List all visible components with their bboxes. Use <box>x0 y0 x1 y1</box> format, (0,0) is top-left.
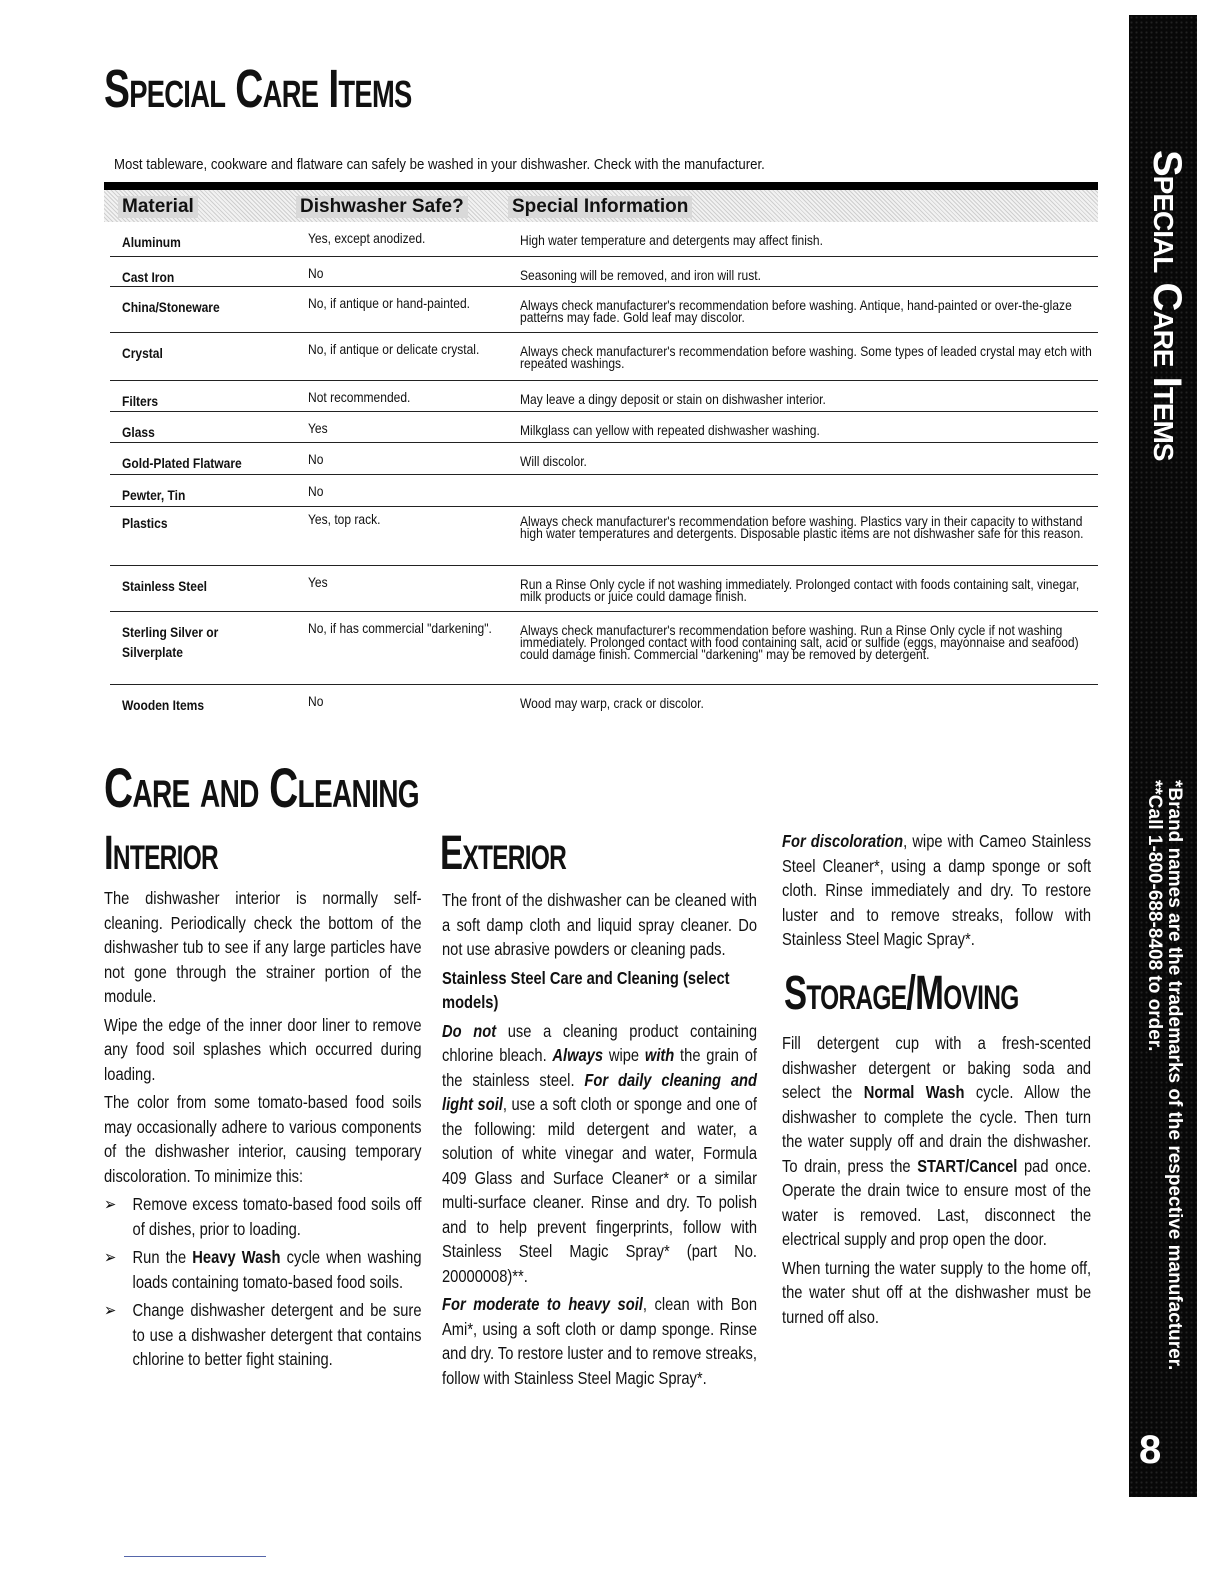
info-cell: Always check manufacturer's recommendation before washing. Run a Rinse Only cycle if not washing immediately. Prolonged contact with food containing salt, acid or sulfide (eggs, mayonnaise and seafood) could damage finish. Commercial "darkening" may be removed by detergent. <box>520 622 1079 662</box>
material-cell: Glass <box>122 424 155 440</box>
safe-cell: No, if antique or delicate crystal. <box>308 341 480 357</box>
table-row <box>110 257 1098 287</box>
safe-cell: Yes, top rack. <box>308 511 381 527</box>
table-row <box>110 507 1098 566</box>
safe-cell: No <box>308 265 324 281</box>
info-cell: May leave a dingy deposit or stain on dishwasher interior. <box>520 391 826 407</box>
info-cell: Run a Rinse Only cycle if not washing immediately. Prolonged contact with foods containing salt, vinegar, milk products or juice could damage finish. <box>520 576 1080 604</box>
material-cell: Cast Iron <box>122 269 175 285</box>
bullet-text: Remove excess tomato-based food soils off of dishes, prior to loading. <box>132 1194 422 1239</box>
info-cell: Seasoning will be removed, and iron will rust. <box>520 267 761 283</box>
bullet-text: Run the Heavy Wash cycle when washing loads containing tomato-based food soils. <box>132 1247 422 1292</box>
table-row <box>110 685 1098 717</box>
interior-paragraph: The dishwasher interior is normally self-cleaning. Periodically check the bottom of the dishwasher tub to see if any large particles have not gone through the strainer portion of the module. <box>104 888 422 1006</box>
safe-cell: No, if antique or hand-painted. <box>308 295 470 311</box>
material-cell: Filters <box>122 393 159 409</box>
list-item <box>104 1192 422 1241</box>
exterior-paragraph: For moderate to heavy soil, clean with Bon Ami*, using a soft cloth or damp sponge. Rinse and dry. To restore luster and to remove streaks, follow with Stainless Steel Magic Spray*. <box>442 1294 758 1388</box>
interior-column <box>104 886 422 1376</box>
bullet-arrow-icon: ➢ <box>104 1300 117 1320</box>
safe-cell: Yes <box>308 574 328 590</box>
table-row <box>110 333 1098 381</box>
safe-cell: No <box>308 451 324 467</box>
storage-column <box>782 1031 1091 1333</box>
storage-paragraph: When turning the water supply to the home off, the water shut off at the dishwasher must be turned off also. <box>782 1257 1092 1327</box>
special-care-table <box>104 182 1098 717</box>
safe-cell: No <box>308 483 324 499</box>
info-cell: High water temperature and detergents may affect finish. <box>520 232 823 248</box>
safe-cell: Yes, except anodized. <box>308 230 426 246</box>
order-footnote: **Call 1-800-688-8408 to order. <box>1144 780 1165 1052</box>
table-top-rule <box>104 182 1098 190</box>
care-cleaning-title: Care and Cleaning <box>104 756 419 819</box>
list-item <box>104 1298 422 1372</box>
table-row <box>110 475 1098 507</box>
exterior-title: Exterior <box>440 827 567 880</box>
bullet-text: Change dishwasher detergent and be sure to use a dishwasher detergent that contains chlorine to better fight staining. <box>132 1300 422 1369</box>
info-cell: Always check manufacturer's recommendation before washing. Antique, hand-painted or over-the-glaze patterns may fade. Gold leaf may discolor. <box>520 297 1072 325</box>
table-row <box>110 612 1098 685</box>
page-title: Special Care Items <box>104 59 412 119</box>
exterior-column <box>442 888 757 1394</box>
discoloration-paragraph: For discoloration, wipe with Cameo Stainless Steel Cleaner*, using a damp sponge or soft cloth. Rinse immediately and dry. To restore luster and to remove streaks, follow with Stainless Steel Magic Spray*. <box>782 831 1092 949</box>
bullet-arrow-icon: ➢ <box>104 1194 117 1214</box>
storage-paragraph: Fill detergent cup with a fresh-scented dishwasher detergent or baking soda and select the Normal Wash cycle. Allow the dishwasher to complete the cycle. Then turn the water supply off and drain the dishwasher. To drain, press the START/Cancel pad once. Operate the drain twice to ensure most of the water is removed. Last, disconnect the electrical supply and prop open the door. <box>782 1033 1092 1249</box>
header-special-information: Special Information <box>508 196 692 218</box>
material-cell: Crystal <box>122 345 163 361</box>
header-material: Material <box>118 196 198 218</box>
table-row <box>110 443 1098 475</box>
exterior-paragraph: The front of the dishwasher can be cleaned with a soft damp cloth and liquid spray cleaner. Do not use abrasive powders or cleaning pads. <box>442 890 757 959</box>
brand-footnote: *Brand names are the trademarks of the respective manufacturer. <box>1164 780 1185 1371</box>
exterior-paragraph: Do not use a cleaning product containing chlorine bleach. Always wipe with the grain of the stainless steel. For daily cleaning and light soil, use a soft cloth or sponge and one of the following: mild detergent and water, a solution of white vinegar and water, Formula 409 Glass and Surface Cleaner* or a similar multi-surface cleaner. Rinse and dry. To polish and to help prevent fingerprints, follow with Stainless Steel Magic Spray* (part No. 20000008)**. <box>442 1020 757 1286</box>
table-row <box>110 222 1098 257</box>
material-cell: Wooden Items <box>122 697 205 713</box>
table-row <box>110 287 1098 333</box>
interior-paragraph: Wipe the edge of the inner door liner to remove any food soil splashes which occurred during loading. <box>104 1014 422 1084</box>
material-cell: Aluminum <box>122 234 181 250</box>
safe-cell: No, if has commercial "darkening". <box>308 620 492 636</box>
material-cell: Sterling Silver or Silverplate <box>122 624 219 660</box>
stainless-heading: Stainless Steel Care and Cleaning (select models) <box>442 967 730 1012</box>
footer-rule <box>124 1556 266 1557</box>
material-cell: China/Stoneware <box>122 299 220 315</box>
table-row <box>110 566 1098 612</box>
info-cell: Always check manufacturer's recommendation before washing. Some types of leaded crystal may etch with repeated washings. <box>520 343 1092 371</box>
table-row <box>110 381 1098 412</box>
material-cell: Gold-Plated Flatware <box>122 455 242 471</box>
material-cell: Plastics <box>122 515 168 531</box>
safe-cell: No <box>308 693 324 709</box>
info-cell: Will discolor. <box>520 453 587 469</box>
material-cell: Stainless Steel <box>122 578 207 594</box>
info-cell: Milkglass can yellow with repeated dishwasher washing. <box>520 422 820 438</box>
sidebar-title: Special Care Items <box>1145 150 1189 461</box>
header-dishwasher-safe: Dishwasher Safe? <box>296 196 468 218</box>
discoloration-column <box>782 829 1091 956</box>
safe-cell: Not recommended. <box>308 389 411 405</box>
material-cell: Pewter, Tin <box>122 487 186 503</box>
interior-title: Interior <box>104 827 219 880</box>
list-item <box>104 1245 422 1294</box>
info-cell: Always check manufacturer's recommendation before washing. Plastics vary in their capacity to withstand high water temperatures and detergents. Disposable plastic items are not dishwasher safe for this reason. <box>520 513 1084 541</box>
intro-text: Most tableware, cookware and flatware can safely be washed in your dishwasher. Check with the manufacturer. <box>114 156 765 173</box>
info-cell: Wood may warp, crack or discolor. <box>520 695 704 711</box>
table-header <box>104 190 1098 222</box>
bullet-arrow-icon: ➢ <box>104 1247 117 1267</box>
storage-moving-title: Storage/Moving <box>784 967 1019 1020</box>
safe-cell: Yes <box>308 420 328 436</box>
table-row <box>110 412 1098 443</box>
interior-paragraph: The color from some tomato-based food soils may occasionally adhere to various components of the dishwasher interior, causing temporary discoloration. To minimize this: <box>104 1092 422 1186</box>
sidebar-footnotes <box>1129 780 1197 1420</box>
page-number: 8 <box>1139 1428 1162 1472</box>
